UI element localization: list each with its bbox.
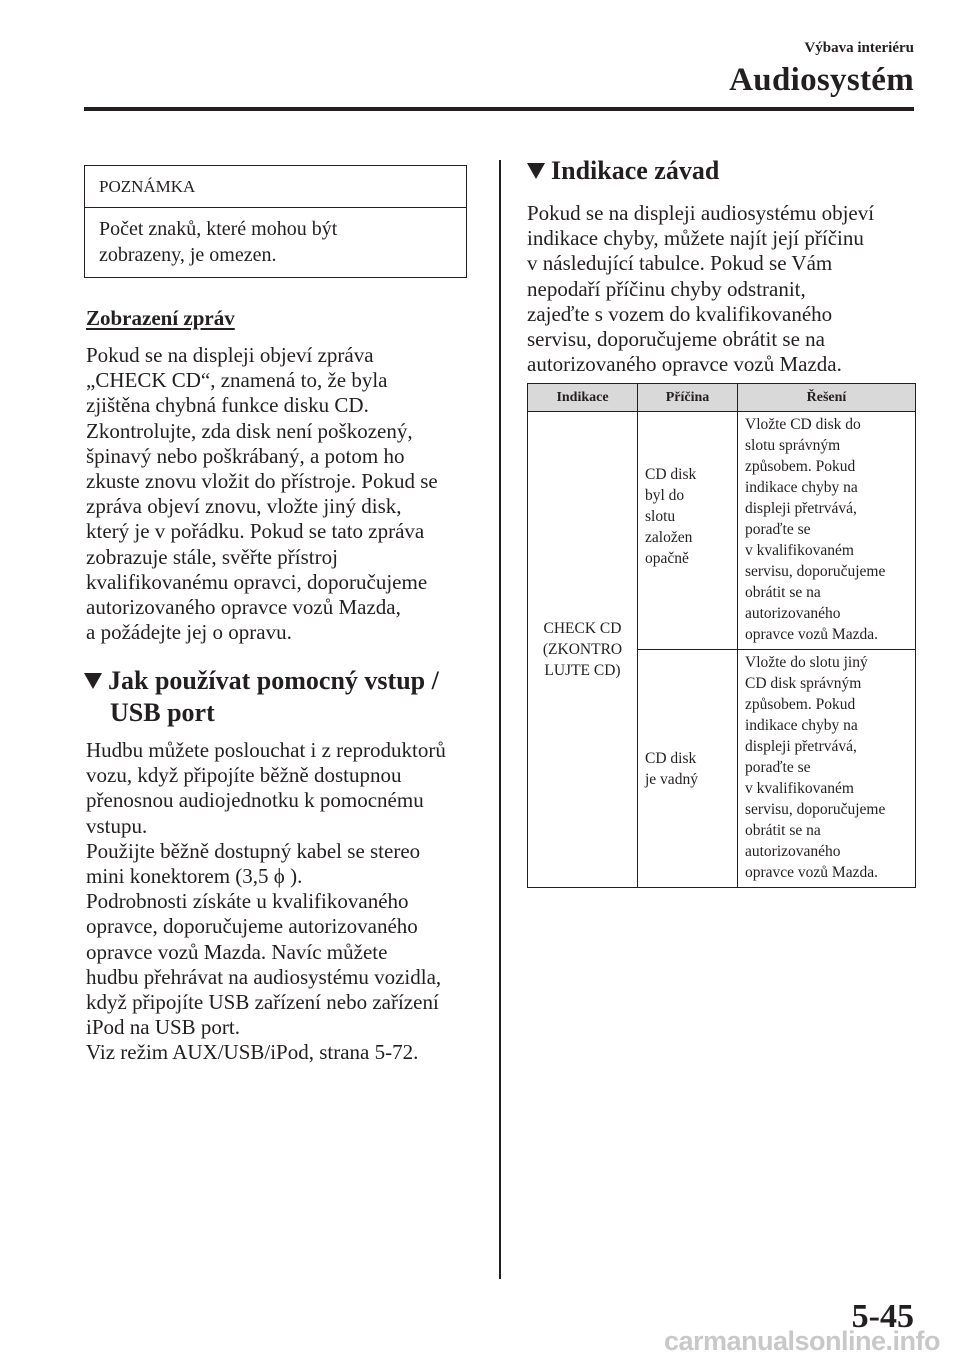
table-cell-cause: CD disk byl do slotu založen opačně xyxy=(638,412,738,650)
note-label: POZNÁMKA xyxy=(85,166,466,208)
table-cell-indication: CHECK CD (ZKONTRO LUJTE CD) xyxy=(528,412,638,888)
header-title: Audiosystém xyxy=(729,62,914,98)
table-header-indication: Indikace xyxy=(528,384,638,412)
fault-table xyxy=(527,383,916,888)
note-text: Počet znaků, které mohou být zobrazeny, je omezen. xyxy=(99,218,338,266)
aux-heading-text: Jak používat pomocný vstup / xyxy=(108,666,439,695)
column-divider xyxy=(499,160,501,1279)
header-rule xyxy=(84,107,914,111)
table-cell-solution: Vložte do slotu jiný CD disk správným způsobem. Pokud indikace chyby na displeji přetrvává, poraďte se v kvalifikovaném servisu, doporučujeme obrátit se na autorizovaného opravce vozů Mazda. xyxy=(738,650,916,888)
messages-heading: Zobrazení zpráv xyxy=(86,306,235,330)
page-number: 5-45 xyxy=(851,1298,914,1335)
faults-heading-text: Indikace závad xyxy=(551,156,720,185)
table-row xyxy=(528,412,916,650)
table-header-cause: Příčina xyxy=(638,384,738,412)
aux-heading-line2: USB port xyxy=(110,698,215,727)
faults-text: Pokud se na displeji audiosystému objeví indikace chyby, můžete najít její příčinu v následující tabulce. Pokud se Vám nepodaří příčinu chyby odstranit, zajeďte s vozem do kvalifikovaného servisu, doporučujeme obrátit se na autorizovaného opravce vozů Mazda. xyxy=(527,201,875,377)
messages-text: Pokud se na displeji objeví zpráva „CHECK CD“, znamená to, že byla zjištěna chybná funkce disku CD. Zkontrolujte, zda disk není poškozený, špinavý nebo poškrábaný, a potom ho zkuste znovu vložit do přístroje. Pokud se zpráva objeví znovu, vložte jiný disk, který je v pořádku. Pokud se tato zpráva zobrazuje stále, svěřte přístroj kvalifikovanému opravci, doporučujeme autorizovaného opravce vozů Mazda, a požádejte jej o opravu. xyxy=(86,343,438,645)
aux-text: Hudbu můžete poslouchat i z reproduktorů vozu, když připojíte běžně dostupnou přenosnou audiojednotku k pomocnému vstupu. Použijte běžně dostupný kabel se stereo mini konektorem (3,5 ϕ ). Podrobnosti získáte u kvalifikovaného opravce, doporučujeme autorizovaného opravce vozů Mazda. Navíc můžete hudbu přehrávat na audiosystému vozidla, když připojíte USB zařízení nebo zařízení iPod na USB port. Viz režim AUX/USB/iPod, strana 5-72. xyxy=(86,738,446,1065)
table-header-solution: Řešení xyxy=(738,384,916,412)
faults-heading xyxy=(527,156,719,186)
aux-heading-line1 xyxy=(84,666,439,696)
table-cell-cause: CD disk je vadný xyxy=(638,650,738,888)
triangle-bullet-icon xyxy=(527,163,545,179)
note-box xyxy=(84,165,467,278)
table-header-row xyxy=(528,384,916,412)
triangle-bullet-icon xyxy=(84,673,102,689)
watermark: carmanualsonline.info xyxy=(663,1326,940,1356)
header-section-label: Výbava interiéru xyxy=(804,40,914,56)
table-cell-solution: Vložte CD disk do slotu správným způsobem. Pokud indikace chyby na displeji přetrvává, poraďte se v kvalifikovaném servisu, doporučujeme obrátit se na autorizovaného opravce vozů Mazda. xyxy=(738,412,916,650)
